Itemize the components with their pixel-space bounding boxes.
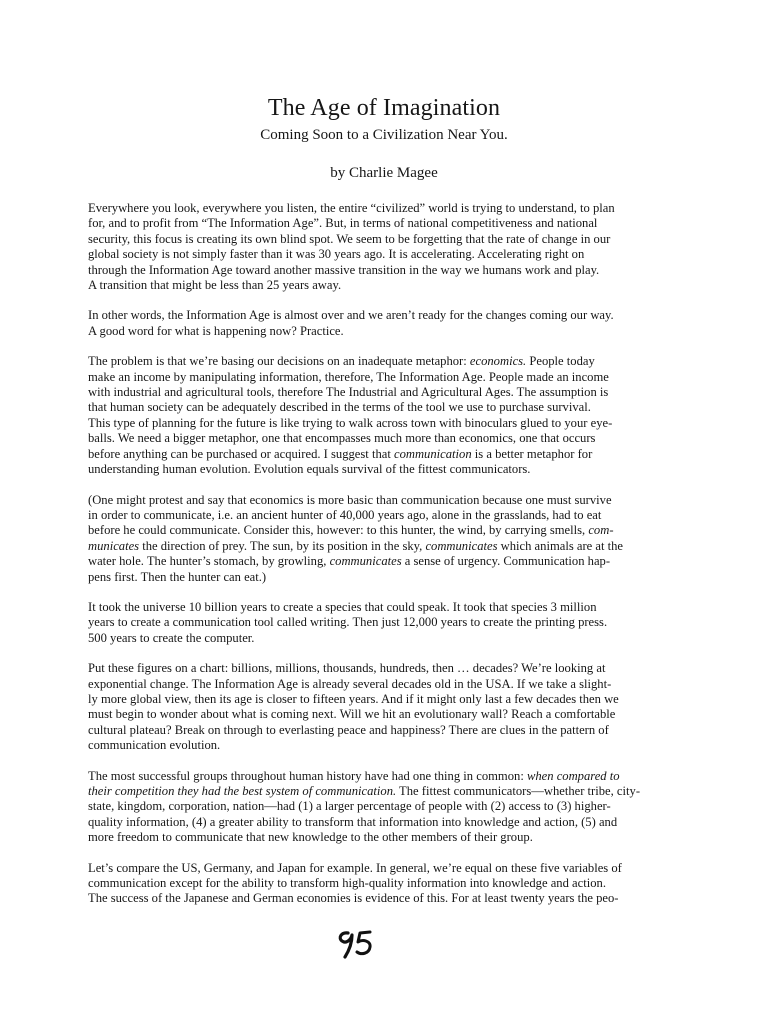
italic-text: their competition they had the best system of communication. [88,784,397,798]
text-line [88,354,686,369]
text-line [88,554,686,569]
text-line [88,447,686,462]
text-line: communication evolution. [88,738,221,753]
text-segment: The problem is that we’re basing our decisions on an inadequate metaphor: [88,354,470,369]
text-line: A transition that might be less than 25 years away. [88,278,342,293]
paragraph [88,600,686,646]
paragraph [88,493,686,585]
text-line: (One might protest and say that economics is more basic than communication because one must survive [88,492,612,507]
text-line [88,769,686,784]
italic-text: when compared to [526,768,620,783]
text-line: global society is not simply faster than it was 30 years ago. It is accelerating. Accelerating right on [88,247,585,262]
page-number-handwriting [334,925,384,961]
text-line: state, kingdom, corporation, nation—had (1) a larger percentage of people with (2) access to (3) higher- [88,799,611,814]
text-line: pens first. Then the hunter can eat.) [88,569,267,584]
text-line: in order to communicate, i.e. an ancient hunter of 40,000 years ago, alone in the grasslands, had to eat [88,507,602,522]
text-line: ly more global view, then its age is closer to fifteen years. And if it might only last a few decades then we [88,691,619,706]
text-segment: The most successful groups throughout human history have had one thing in common: [88,768,527,783]
paragraph [88,354,686,477]
text-line: security, this focus is creating its own blind spot. We seem to be forgetting that the rate of change in our [88,231,611,246]
italic-text: communicates [425,538,498,553]
text-segment: before he could communicate. Consider this, however: to this hunter, the wind, by carrying smells, [88,523,589,538]
text-line: exponential change. The Information Age is already several decades old in the USA. If we take a slight- [88,676,612,691]
text-segment: before anything can be purchased or acquired. I suggest that [88,446,394,461]
paragraph [88,308,686,339]
text-line: The success of the Japanese and German economies is evidence of this. For at least twenty years the peo- [88,891,619,906]
paragraph [88,861,686,907]
text-line: Let’s compare the US, Germany, and Japan for example. In general, we’re equal on these five variables of [88,860,622,875]
text-segment: which animals are at the [497,538,624,553]
paragraph [88,661,686,753]
text-line [88,539,686,554]
text-segment: water hole. The hunter’s stomach, by growling, [88,554,330,569]
text-segment: The fittest communicators—whether tribe, city- [396,784,641,798]
text-segment: the direction of prey. The sun, by its position in the sky, [139,538,426,553]
italic-text: communication [393,446,472,461]
text-line: Everywhere you look, everywhere you listen, the entire “civilized” world is trying to understand, to plan [88,201,615,215]
author-byline: by Charlie Magee [330,165,438,181]
text-line: make an income by manipulating information, therefore, The Information Age. People made an income [88,369,609,384]
document-title: The Age of Imagination [267,95,501,121]
article-body [88,201,686,922]
paragraph [88,201,686,293]
text-line: communication except for the ability to transform high-quality information into knowledge and action. [88,876,606,891]
text-line [88,523,686,538]
text-line: balls. We need a bigger metaphor, one that encompasses much more than economics, one that occurs [88,431,596,446]
paragraph [88,769,686,846]
italic-text: economics. [469,354,527,369]
handwritten-page-number [334,925,384,961]
text-line: years to create a communication tool called writing. Then just 12,000 years to create the printing press. [88,615,608,630]
text-segment: People today [526,354,595,369]
text-line: that human society can be adequately described in the terms of the tool we use to purchase survival. [88,400,591,415]
text-line: cultural plateau? Break on through to everlasting peace and happiness? There are clues in the pattern of [88,722,609,737]
text-segment: a sense of urgency. Communication hap- [401,554,611,569]
italic-text: municates [88,538,140,553]
text-segment: is a better metaphor for [471,446,593,461]
text-line: A good word for what is happening now? Practice. [88,323,344,338]
text-line: In other words, the Information Age is almost over and we aren’t ready for the changes coming our way. [88,308,614,323]
document-subtitle: Coming Soon to a Civilization Near You. [260,127,508,143]
text-line: 500 years to create the computer. [88,630,255,645]
italic-text: com- [588,523,614,538]
text-line: through the Information Age toward another massive transition in the way we humans work and play. [88,262,600,277]
text-line: must begin to wonder about what is coming next. Will we hit an evolutionary wall? Reach a comfortable [88,707,616,722]
text-line: for, and to profit from “The Information Age”. But, in terms of national competitiveness and national [88,216,598,231]
text-line: It took the universe 10 billion years to create a species that could speak. It took that species 3 million [88,599,597,614]
italic-text: communicates [329,554,402,569]
text-line: This type of planning for the future is like trying to walk across town with binoculars glued to your eye- [88,415,613,430]
text-line [88,784,686,799]
text-line: Put these figures on a chart: billions, millions, thousands, hundreds, then … decades? We’re looking at [88,661,606,676]
text-line: with industrial and agricultural tools, therefore The Industrial and Agricultural Ages. The assumption is [88,385,609,400]
text-line: quality information, (4) a greater ability to transform that information into knowledge and action, (5) and [88,814,618,829]
text-line: more freedom to communicate that new knowledge to the other members of their group. [88,830,533,845]
text-line: understanding human evolution. Evolution equals survival of the fittest communicators. [88,462,531,477]
